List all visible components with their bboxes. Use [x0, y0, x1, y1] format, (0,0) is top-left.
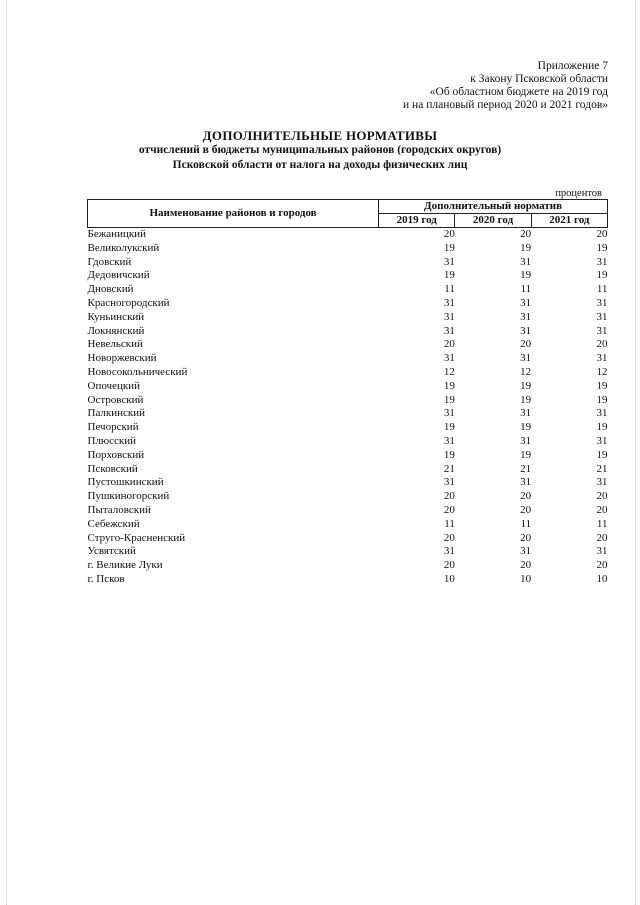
table-row	[88, 242, 608, 256]
row-value-2020: 31	[520, 352, 532, 365]
row-value-2021: 31	[596, 434, 608, 447]
table-row	[88, 407, 608, 421]
table-row	[88, 518, 608, 532]
row-name: Новоржевский	[87, 352, 157, 365]
row-value-2019: 19	[443, 241, 455, 254]
table-row	[88, 325, 608, 339]
row-value-2020: 10	[520, 572, 532, 585]
row-name: Опочецкий	[87, 379, 140, 392]
units-label: процентов	[555, 188, 602, 199]
row-value-2020: 19	[520, 241, 532, 254]
row-value-2021: 11	[596, 517, 608, 530]
row-name: Плюсский	[87, 434, 137, 447]
row-value-2020: 20	[520, 338, 532, 351]
table-row	[88, 463, 608, 477]
header-group: Дополнительный норматив	[379, 200, 608, 214]
row-value-2020: 31	[520, 255, 532, 268]
row-name: Красногородский	[87, 296, 170, 309]
row-name: Новосокольнический	[87, 365, 188, 378]
table-row	[88, 380, 608, 394]
row-name: Локнянский	[87, 324, 145, 337]
row-value-2019: 20	[443, 503, 455, 516]
row-value-2020: 19	[520, 269, 532, 282]
row-value-2021: 31	[596, 296, 608, 309]
row-value-2021: 10	[596, 572, 608, 585]
row-value-2020: 31	[520, 407, 532, 420]
row-value-2019: 31	[443, 476, 455, 489]
row-value-2019: 11	[444, 283, 455, 296]
table-row	[88, 283, 608, 297]
row-value-2020: 31	[520, 545, 532, 558]
norms-table	[87, 199, 608, 587]
row-value-2021: 31	[596, 545, 608, 558]
row-name: Палкинский	[87, 407, 146, 420]
row-value-2021: 20	[596, 228, 608, 240]
table-row	[88, 256, 608, 270]
row-name: Пустошкинский	[87, 476, 164, 489]
header-row-1	[88, 200, 608, 214]
row-value-2020: 20	[520, 531, 532, 544]
table-row	[88, 297, 608, 311]
row-value-2020: 11	[520, 517, 532, 530]
row-value-2020: 11	[520, 283, 532, 296]
row-value-2021: 19	[596, 379, 608, 392]
row-value-2019: 31	[443, 324, 455, 337]
table-row	[88, 352, 608, 366]
row-value-2020: 12	[520, 365, 532, 378]
appendix-line-4: и на плановый период 2020 и 2021 годов»	[403, 99, 608, 111]
row-value-2021: 19	[596, 393, 608, 406]
table-row	[88, 449, 608, 463]
row-value-2019: 31	[443, 255, 455, 268]
table-row	[88, 532, 608, 546]
row-value-2019: 31	[443, 352, 455, 365]
table-body	[88, 228, 608, 587]
row-value-2021: 20	[596, 503, 608, 516]
row-value-2019: 31	[443, 545, 455, 558]
header-year-2021: 2021 год	[531, 214, 607, 228]
table-row	[88, 394, 608, 408]
table-row	[88, 490, 608, 504]
row-name: Себежский	[87, 517, 140, 530]
row-name: Гдовский	[87, 255, 132, 268]
row-value-2021: 31	[596, 352, 608, 365]
table-row	[88, 269, 608, 283]
row-value-2021: 19	[596, 269, 608, 282]
row-value-2019: 11	[444, 517, 455, 530]
row-name: Струго-Красненский	[87, 531, 186, 544]
table-row	[88, 504, 608, 518]
row-value-2019: 19	[443, 393, 455, 406]
header-name-column: Наименование районов и городов	[88, 200, 379, 228]
row-name: Дедовичский	[87, 269, 150, 282]
row-value-2019: 19	[443, 448, 455, 461]
row-value-2021: 31	[596, 476, 608, 489]
title-sub-2: Псковской области от налога на доходы физических лиц	[172, 159, 468, 171]
row-name: Усвятский	[87, 545, 136, 558]
row-value-2019: 12	[443, 365, 455, 378]
appendix-line-2: к Закону Псковской области	[470, 73, 608, 85]
document-title	[0, 129, 640, 173]
row-value-2021: 20	[596, 531, 608, 544]
table-row	[88, 228, 608, 242]
row-value-2021: 19	[596, 421, 608, 434]
row-name: Пушкиногорский	[87, 490, 170, 503]
row-name: Дновский	[87, 283, 134, 296]
row-value-2021: 20	[596, 559, 608, 572]
title-main: ДОПОЛНИТЕЛЬНЫЕ НОРМАТИВЫ	[202, 128, 438, 143]
row-name: г. Псков	[87, 572, 125, 585]
title-sub-1: отчислений в бюджеты муниципальных районов (городских округов)	[138, 144, 502, 156]
row-name: Великолукский	[87, 241, 160, 254]
table-row	[88, 338, 608, 352]
row-name: Бежаницкий	[87, 228, 146, 240]
row-value-2019: 19	[443, 421, 455, 434]
row-value-2020: 31	[520, 310, 532, 323]
row-value-2020: 20	[520, 228, 532, 240]
row-value-2019: 19	[443, 269, 455, 282]
row-value-2019: 20	[443, 531, 455, 544]
row-value-2020: 20	[520, 559, 532, 572]
row-name: Порховский	[87, 448, 145, 461]
table-row	[88, 476, 608, 490]
table-row	[88, 435, 608, 449]
appendix-line-3: «Об областном бюджете на 2019 год	[429, 86, 608, 98]
row-value-2020: 20	[520, 490, 532, 503]
row-value-2021: 20	[596, 490, 608, 503]
row-name: Печорский	[87, 421, 139, 434]
row-value-2020: 19	[520, 379, 532, 392]
row-value-2020: 31	[520, 434, 532, 447]
row-value-2019: 31	[443, 310, 455, 323]
row-name: Островский	[87, 393, 144, 406]
row-value-2021: 31	[596, 255, 608, 268]
row-value-2019: 20	[443, 490, 455, 503]
row-value-2021: 31	[596, 310, 608, 323]
row-value-2020: 19	[520, 393, 532, 406]
row-value-2021: 31	[596, 324, 608, 337]
table-row	[88, 559, 608, 573]
table-row	[88, 545, 608, 559]
row-value-2019: 20	[443, 338, 455, 351]
table-row	[88, 573, 608, 587]
row-name: Куньинский	[87, 310, 145, 323]
row-value-2019: 31	[443, 434, 455, 447]
row-value-2020: 31	[520, 296, 532, 309]
row-name: Пыталовский	[87, 503, 151, 516]
row-value-2019: 31	[443, 407, 455, 420]
row-value-2019: 19	[443, 379, 455, 392]
appendix-line-1: Приложение 7	[537, 60, 608, 72]
row-value-2021: 20	[596, 338, 608, 351]
row-value-2019: 10	[443, 572, 455, 585]
appendix-header	[403, 60, 608, 112]
table-row	[88, 366, 608, 380]
row-value-2019: 20	[443, 559, 455, 572]
row-value-2021: 12	[596, 365, 608, 378]
row-value-2020: 19	[520, 421, 532, 434]
row-value-2019: 21	[443, 462, 455, 475]
row-value-2020: 20	[520, 503, 532, 516]
row-value-2020: 21	[520, 462, 532, 475]
header-year-2020: 2020 год	[455, 214, 531, 228]
row-value-2020: 19	[520, 448, 532, 461]
row-name: Невельский	[87, 338, 143, 351]
row-value-2021: 19	[596, 241, 608, 254]
header-year-2019: 2019 год	[379, 214, 455, 228]
row-value-2021: 11	[596, 283, 608, 296]
table-row	[88, 421, 608, 435]
row-value-2020: 31	[520, 324, 532, 337]
row-name: г. Великие Луки	[87, 559, 163, 572]
row-value-2019: 31	[443, 296, 455, 309]
row-value-2021: 19	[596, 448, 608, 461]
row-value-2019: 20	[443, 228, 455, 240]
table-row	[88, 311, 608, 325]
row-value-2021: 31	[596, 407, 608, 420]
row-name: Псковский	[87, 462, 138, 475]
row-value-2021: 21	[596, 462, 608, 475]
row-value-2020: 31	[520, 476, 532, 489]
